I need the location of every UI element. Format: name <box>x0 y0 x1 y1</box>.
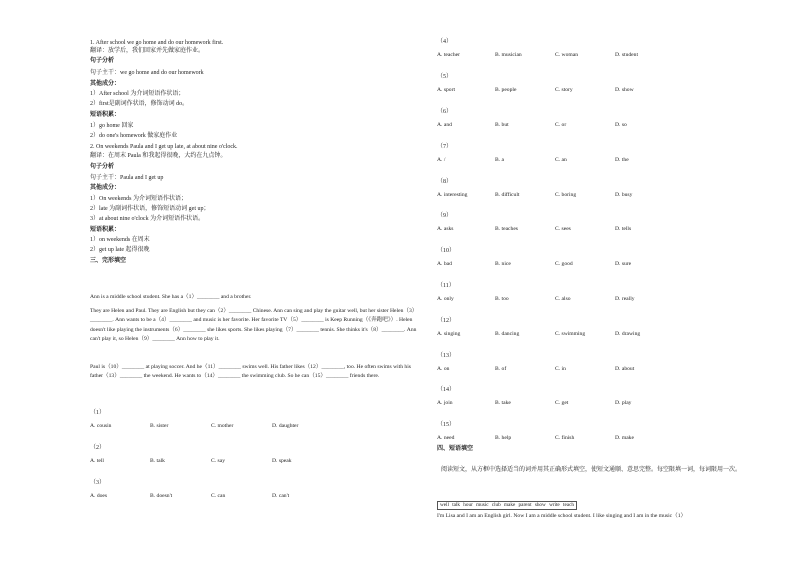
option-b[interactable]: B. but <box>495 122 509 128</box>
phrase-2b: 2）get up late 起得很晚 <box>90 247 150 253</box>
option-c[interactable]: C. sees <box>555 226 571 232</box>
section-3-heading: 三、完形填空 <box>90 258 127 264</box>
question-number: （2） <box>90 445 106 451</box>
other-parts-1: 其他成分： <box>90 81 121 87</box>
option-b[interactable]: B. nice <box>495 261 511 267</box>
cloze-paragraph-1: Ann is a middle school student. She has a（1）________ and a brother. <box>90 294 252 300</box>
option-a[interactable]: A. teacher <box>437 52 460 58</box>
option-d[interactable]: D. busy <box>615 192 633 198</box>
section-4-heading: 四、短语填空 <box>437 446 474 452</box>
sentence-1: 1. After school we go home and do our homework first. <box>90 40 224 46</box>
option-c[interactable]: C. boring <box>555 192 577 198</box>
question-number: （7） <box>437 144 453 150</box>
option-d[interactable]: D. can't <box>272 493 290 499</box>
question-number: （1） <box>90 410 106 416</box>
option-a[interactable]: A. need <box>437 435 455 441</box>
option-b[interactable]: B. musician <box>495 52 522 58</box>
option-d[interactable]: D. about <box>615 366 635 372</box>
option-c[interactable]: C. can <box>211 493 226 499</box>
option-a[interactable]: A. on <box>437 366 450 372</box>
sentence-2: 2. On weekends Paula and I get up late, at about nine o'clock. <box>90 144 238 150</box>
option-a[interactable]: A. and <box>437 122 452 128</box>
phrase-1a: 1）go home 回家 <box>90 123 134 129</box>
question-number: （13） <box>437 353 456 359</box>
option-b[interactable]: B. difficult <box>495 192 520 198</box>
option-b[interactable]: B. take <box>495 400 511 406</box>
option-d[interactable]: D. daughter <box>272 423 299 429</box>
phrase-1b: 2）do one's homework 做家庭作业 <box>90 133 178 139</box>
option-c[interactable]: C. in <box>555 366 566 372</box>
option-b[interactable]: B. sister <box>150 423 169 429</box>
option-a[interactable]: A. only <box>437 296 454 302</box>
option-b[interactable]: B. of <box>495 366 507 372</box>
question-number: （3） <box>90 480 106 486</box>
option-b[interactable]: B. people <box>495 87 517 93</box>
other-part-2a: 1）On weekends 为介词短语作状语； <box>90 196 187 202</box>
option-a[interactable]: A. / <box>437 157 446 163</box>
option-c[interactable]: C. also <box>555 296 571 302</box>
option-c[interactable]: C. an <box>555 157 567 163</box>
option-b[interactable]: B. teaches <box>495 226 518 232</box>
phrase-heading-2: 短语积累： <box>90 227 121 233</box>
cloze-paragraph-2: They are Helen and Paul. They are English but they can（2）________ Chinese. Ann can sing and play the guitar well, but her sister Helen（3）________. Ann wants to be a（4）________ and music is her favorite. Her favorite TV（5）________ is Keep Running（《奔跑吧》）. Helen doesn't like playing the instruments（6）________ she likes sports. She likes playing（7）________ tennis. She thinks it's（8）________. Ann can't play it, so Helen（9）________ Ann how to play it. <box>90 308 418 343</box>
option-b[interactable]: B. help <box>495 435 512 441</box>
question-number: （9） <box>437 213 453 219</box>
option-b[interactable]: B. too <box>495 296 509 302</box>
option-a[interactable]: A. bad <box>437 261 452 267</box>
other-part-1a: 1）After school 为介词短语作状语； <box>90 91 185 97</box>
option-d[interactable]: D. drawing <box>615 331 641 337</box>
other-part-2c: 3）at about nine o'clock 为介词短语作状语。 <box>90 216 205 222</box>
option-d[interactable]: D. student <box>615 52 638 58</box>
option-a[interactable]: A. cousin <box>90 423 112 429</box>
section-4-instructions: 阅读短文，从方框中选择适当的词并用其正确形式填空，使短文通顺、意思完整。每空限填一词，每词限用一次。 <box>441 467 742 473</box>
option-b[interactable]: B. dancing <box>495 331 520 337</box>
option-a[interactable]: A. singing <box>437 331 461 337</box>
passage-first-line: I'm Lisa and I am an English girl. Now I am a middle school student. I like singing and I am in the music（1） <box>437 513 687 519</box>
option-d[interactable]: D. show <box>615 87 634 93</box>
option-d[interactable]: D. sure <box>615 261 632 267</box>
option-a[interactable]: A. join <box>437 400 453 406</box>
phrase-heading-1: 短语积累： <box>90 112 121 118</box>
option-d[interactable]: D. really <box>615 296 635 302</box>
main-clause-2: 句子主干：Paula and I get up <box>90 175 164 181</box>
option-a[interactable]: A. asks <box>437 226 454 232</box>
other-part-1b: 2）first是副词作状语，修饰动词 do。 <box>90 101 189 107</box>
other-parts-2: 其他成分： <box>90 185 121 191</box>
question-number: （4） <box>437 39 453 45</box>
option-a[interactable]: A. sport <box>437 87 456 93</box>
question-number: （12） <box>437 318 456 324</box>
option-c[interactable]: C. or <box>555 122 567 128</box>
question-number: （15） <box>437 422 456 428</box>
option-b[interactable]: B. a <box>495 157 505 163</box>
option-b[interactable]: B. doesn't <box>150 493 173 499</box>
phrase-2a: 1）on weekends 在周末 <box>90 237 150 243</box>
option-d[interactable]: D. speak <box>272 458 292 464</box>
analysis-heading-1: 句子分析 <box>90 58 115 64</box>
main-clause-1: 句子主干：we go home and do our homework <box>90 70 204 76</box>
option-a[interactable]: A. does <box>90 493 108 499</box>
question-number: （10） <box>437 248 456 254</box>
option-c[interactable]: C. swimming <box>555 331 586 337</box>
option-d[interactable]: D. tells <box>615 226 632 232</box>
option-c[interactable]: C. say <box>211 458 225 464</box>
option-b[interactable]: B. talk <box>150 458 165 464</box>
option-a[interactable]: A. interesting <box>437 192 468 198</box>
option-c[interactable]: C. get <box>555 400 569 406</box>
option-d[interactable]: D. make <box>615 435 634 441</box>
question-number: （6） <box>437 109 453 115</box>
option-c[interactable]: C. mother <box>211 423 234 429</box>
sentence-2-translation: 翻译：在周末 Paula 和我起得很晚，大约在九点钟。 <box>90 153 227 159</box>
question-number: （11） <box>437 283 455 289</box>
word-box: well talk hour music club make parent show write teach <box>437 501 577 510</box>
other-part-2b: 2）late 为副词作状语，修饰短语动词 get up； <box>90 206 210 212</box>
option-d[interactable]: D. play <box>615 400 632 406</box>
option-d[interactable]: D. the <box>615 157 629 163</box>
analysis-heading-2: 句子分析 <box>90 164 115 170</box>
cloze-paragraph-3: Paul is（10）________ at playing soccer. And he（11）________ swims well. His father likes（12）________, too. He often swims with his father（13）________ the weekend. He wants to（14）________ the swimming club. So he can（15）________ friends there. <box>90 364 411 380</box>
option-c[interactable]: C. story <box>555 87 573 93</box>
option-d[interactable]: D. so <box>615 122 627 128</box>
question-number: （8） <box>437 179 453 185</box>
option-c[interactable]: C. finish <box>555 435 575 441</box>
question-number: （5） <box>437 74 453 80</box>
sentence-1-translation: 翻译：放学后，我们回家并先做家庭作业。 <box>90 48 205 54</box>
option-c[interactable]: C. good <box>555 261 573 267</box>
question-number: （14） <box>437 387 456 393</box>
option-a[interactable]: A. tell <box>90 458 104 464</box>
option-c[interactable]: C. woman <box>555 52 578 58</box>
